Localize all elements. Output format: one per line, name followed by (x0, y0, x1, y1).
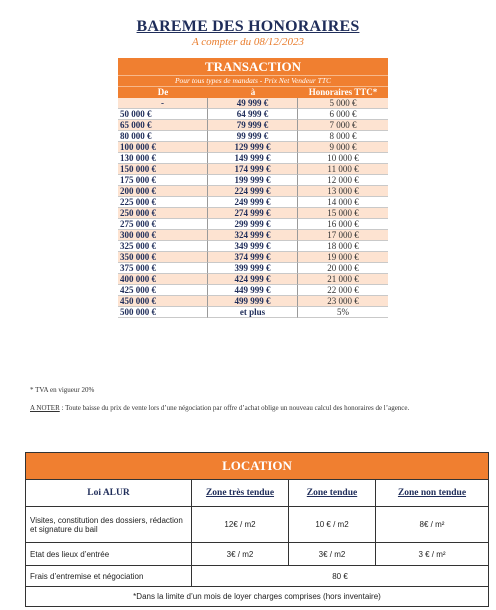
table-row (118, 98, 388, 109)
cell-to: 499 999 € (208, 296, 298, 307)
location-row-etat (26, 543, 488, 566)
table-row (118, 131, 388, 142)
table-row (118, 307, 388, 318)
cell-from: 175 000 € (118, 175, 208, 186)
cell-from: 250 000 € (118, 208, 208, 219)
cell-to: 249 999 € (208, 197, 298, 208)
table-row (118, 153, 388, 164)
column-header-de: De (157, 87, 169, 97)
table-row (118, 175, 388, 186)
cell-to: 199 999 € (208, 175, 298, 186)
cell-visites-non-tendue: 8€ / m² (419, 520, 445, 529)
cell-from: 400 000 € (118, 274, 208, 285)
cell-from: 200 000 € (118, 186, 208, 197)
table-row (118, 296, 388, 307)
cell-from: 375 000 € (118, 263, 208, 274)
location-row-frais (26, 566, 488, 587)
cell-frais-value: 80 € (332, 571, 348, 581)
cell-fee: 5% (298, 307, 388, 318)
cell-to: 79 999 € (208, 120, 298, 131)
table-row (118, 252, 388, 263)
cell-fee: 7 000 € (298, 120, 388, 131)
note-label: A NOTER (30, 404, 60, 412)
cell-to: 129 999 € (208, 142, 298, 153)
cell-from: 225 000 € (118, 197, 208, 208)
cell-from: 500 000 € (118, 307, 208, 318)
cell-fee: 14 000 € (298, 197, 388, 208)
row-label-visites: Visites, constitution des dossiers, rédaction et signature du bail (26, 507, 192, 542)
cell-from: 65 000 € (118, 120, 208, 131)
cell-to: 449 999 € (208, 285, 298, 296)
cell-fee: 20 000 € (298, 263, 388, 274)
cell-from: 450 000 € (118, 296, 208, 307)
location-table (25, 452, 489, 607)
table-row (118, 219, 388, 230)
cell-to: 99 999 € (208, 131, 298, 142)
cell-fee: 23 000 € (298, 296, 388, 307)
table-row (118, 274, 388, 285)
table-row (118, 109, 388, 120)
table-row (118, 142, 388, 153)
column-header-zone-tendue: Zone tendue (289, 480, 376, 506)
column-header-zone-non-tendue: Zone non tendue (397, 488, 467, 498)
cell-from: - (118, 98, 208, 109)
cell-fee: 13 000 € (298, 186, 388, 197)
cell-from: 275 000 € (118, 219, 208, 230)
cell-etat-tendue: 3€ / m2 (289, 543, 376, 565)
location-title: LOCATION (26, 453, 488, 480)
column-header-a: à (250, 87, 256, 97)
page-subtitle: A compter du 08/12/2023 (192, 36, 304, 48)
cell-to: 324 999 € (208, 230, 298, 241)
transaction-table (118, 58, 388, 318)
cell-fee: 22 000 € (298, 285, 388, 296)
table-row (118, 186, 388, 197)
page-title: BAREME DES HONORAIRES (136, 18, 360, 35)
transaction-rows (118, 98, 388, 318)
table-row (118, 285, 388, 296)
cell-fee: 16 000 € (298, 219, 388, 230)
cell-fee: 11 000 € (298, 164, 388, 175)
transaction-column-headers (118, 86, 388, 98)
cell-to: 424 999 € (208, 274, 298, 285)
cell-from: 80 000 € (118, 131, 208, 142)
note-text: : Toute baisse du prix de vente lors d’une négociation par offre d’achat oblige un nouveau calcul des honoraires de l’agence. (59, 404, 410, 412)
cell-to: 174 999 € (208, 164, 298, 175)
cell-to: 399 999 € (208, 263, 298, 274)
row-label-etat: Etat des lieux d’entrée (26, 543, 192, 565)
cell-fee: 9 000 € (298, 142, 388, 153)
cell-fee: 12 000 € (298, 175, 388, 186)
location-footnote: *Dans la limite d’un mois de loyer charges comprises (hors inventaire) (133, 592, 381, 601)
cell-fee: 10 000 € (298, 153, 388, 164)
cell-from: 425 000 € (118, 285, 208, 296)
row-label-frais: Frais d’entremise et négociation (26, 566, 192, 586)
cell-to: 299 999 € (208, 219, 298, 230)
cell-from: 150 000 € (118, 164, 208, 175)
cell-fee: 8 000 € (298, 131, 388, 142)
cell-fee: 17 000 € (298, 230, 388, 241)
tva-note: * TVA en vigueur 20% (30, 386, 95, 394)
table-row (118, 164, 388, 175)
cell-fee: 15 000 € (298, 208, 388, 219)
cell-to: 349 999 € (208, 241, 298, 252)
column-header-zone-tres-tendue: Zone très tendue (192, 480, 289, 506)
cell-from: 350 000 € (118, 252, 208, 263)
negotiation-note (30, 404, 409, 412)
cell-fee: 19 000 € (298, 252, 388, 263)
transaction-subtitle: Pour tous types de mandats - Prix Net Vendeur TTC (118, 75, 388, 86)
cell-etat-tres-tendue: 3€ / m2 (192, 543, 289, 565)
cell-from: 130 000 € (118, 153, 208, 164)
cell-to: 49 999 € (208, 98, 298, 109)
column-header-loi-alur: Loi ALUR (26, 480, 192, 506)
cell-fee: 18 000 € (298, 241, 388, 252)
cell-visites-tres-tendue: 12€ / m2 (192, 507, 289, 542)
transaction-title: TRANSACTION (118, 58, 388, 75)
column-header-honoraires: Honoraires TTC* (308, 87, 378, 97)
table-row (118, 230, 388, 241)
table-row (118, 120, 388, 131)
cell-fee: 21 000 € (298, 274, 388, 285)
cell-from: 325 000 € (118, 241, 208, 252)
cell-fee: 6 000 € (298, 109, 388, 120)
location-row-visites (26, 507, 488, 543)
cell-from: 50 000 € (118, 109, 208, 120)
cell-fee: 5 000 € (298, 98, 388, 109)
table-row (118, 263, 388, 274)
cell-to: 274 999 € (208, 208, 298, 219)
cell-from: 100 000 € (118, 142, 208, 153)
location-header-row (26, 480, 488, 507)
table-row (118, 208, 388, 219)
table-row (118, 197, 388, 208)
cell-to: 224 999 € (208, 186, 298, 197)
cell-to: 374 999 € (208, 252, 298, 263)
cell-to: et plus (208, 307, 298, 318)
location-footnote-row (26, 587, 488, 606)
cell-to: 149 999 € (208, 153, 298, 164)
table-row (118, 241, 388, 252)
cell-etat-non-tendue: 3 € / m² (418, 549, 446, 559)
cell-visites-tendue: 10 € / m2 (289, 507, 376, 542)
cell-to: 64 999 € (208, 109, 298, 120)
cell-from: 300 000 € (118, 230, 208, 241)
